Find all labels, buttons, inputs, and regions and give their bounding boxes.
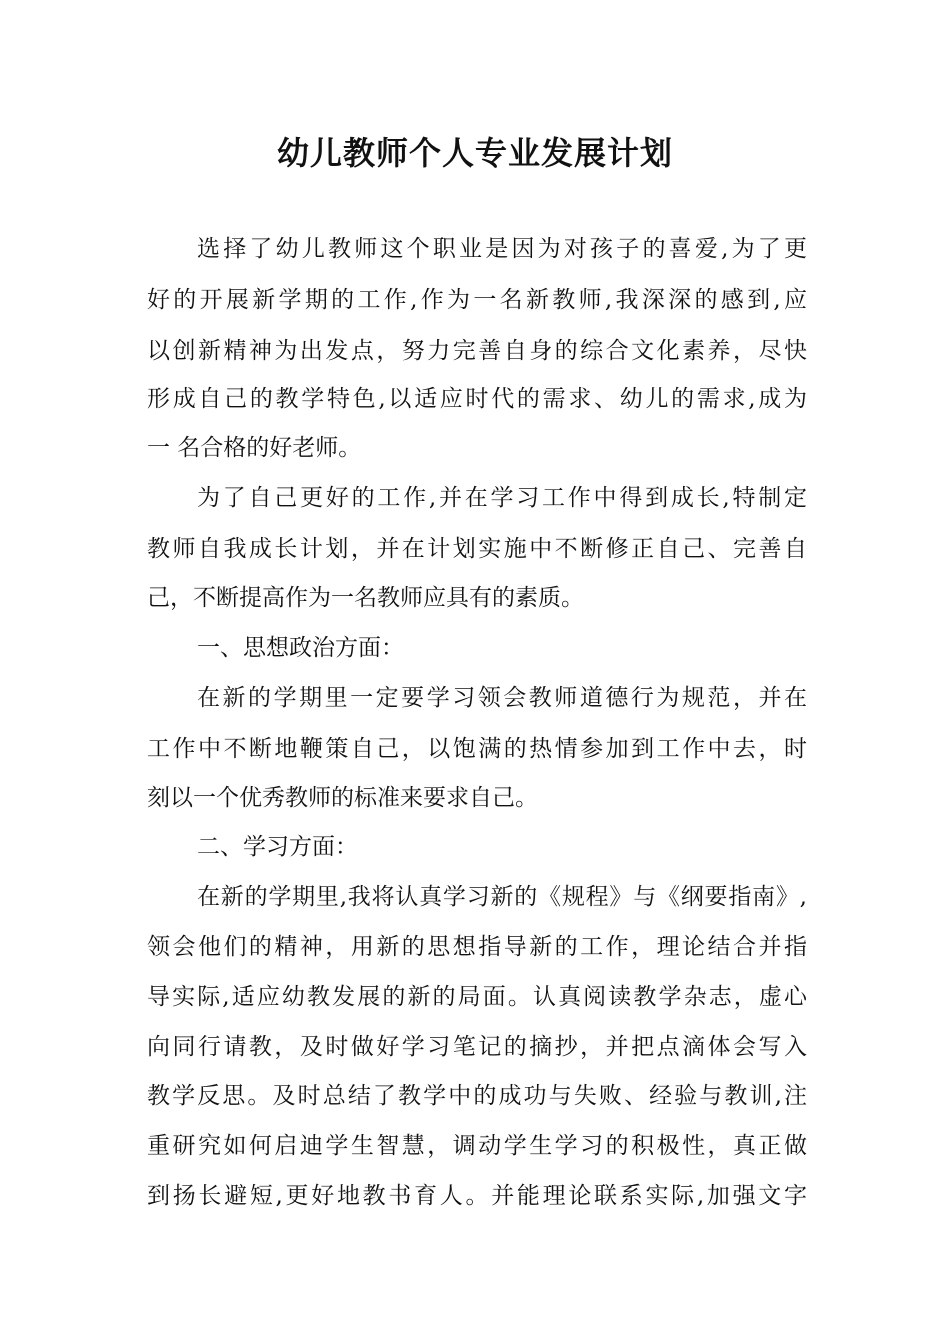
paragraph-line: 好的开展新学期的工作,作为一名新教师,我深深的感到,应	[147, 287, 807, 313]
paragraph-line: 己，不断提高作为一名教师应具有的素质。	[147, 585, 584, 611]
paragraph-line: 重研究如何启迪学生智慧，调动学生学习的积极性，真正做	[147, 1133, 807, 1159]
paragraph-line: 形成自己的教学特色,以适应时代的需求、幼儿的需求,成为	[147, 386, 807, 412]
paragraph-line: 导实际,适应幼教发展的新的局面。认真阅读教学杂志，虚心	[147, 984, 807, 1010]
paragraph-line: 向同行请教，及时做好学习笔记的摘抄，并把点滴体会写入	[147, 1034, 807, 1060]
paragraph-line: 刻以一个优秀教师的标准来要求自己。	[147, 785, 538, 811]
section-heading: 一、思想政治方面：	[197, 635, 404, 661]
document-title: 幼儿教师个人专业发展计划	[276, 134, 673, 172]
paragraph-line: 选择了幼儿教师这个职业是因为对孩子的喜爱,为了更	[197, 236, 807, 262]
paragraph-line: 工作中不断地鞭策自己，以饱满的热情参加到工作中去，时	[147, 736, 807, 762]
paragraph-line: 以创新精神为出发点，努力完善自身的综合文化素养，尽快	[147, 338, 807, 364]
paragraph-line: 教师自我成长计划，并在计划实施中不断修正自己、完善自	[147, 536, 807, 562]
paragraph-line: 在新的学期里,我将认真学习新的《规程》与《纲要指南》,	[197, 884, 807, 910]
paragraph-line: 为了自己更好的工作,并在学习工作中得到成长,特制定	[197, 485, 807, 511]
section-heading: 二、学习方面：	[197, 834, 358, 860]
paragraph-line: 教学反思。及时总结了教学中的成功与失败、经验与教训,注	[147, 1083, 807, 1109]
paragraph-line: 一 名合格的好老师。	[147, 435, 362, 461]
paragraph-line: 领会他们的精神，用新的思想指导新的工作，理论结合并指	[147, 934, 807, 960]
paragraph-line: 在新的学期里一定要学习领会教师道德行为规范，并在	[197, 685, 807, 711]
paragraph-line: 到扬长避短,更好地教书育人。并能理论联系实际,加强文字	[147, 1183, 807, 1209]
